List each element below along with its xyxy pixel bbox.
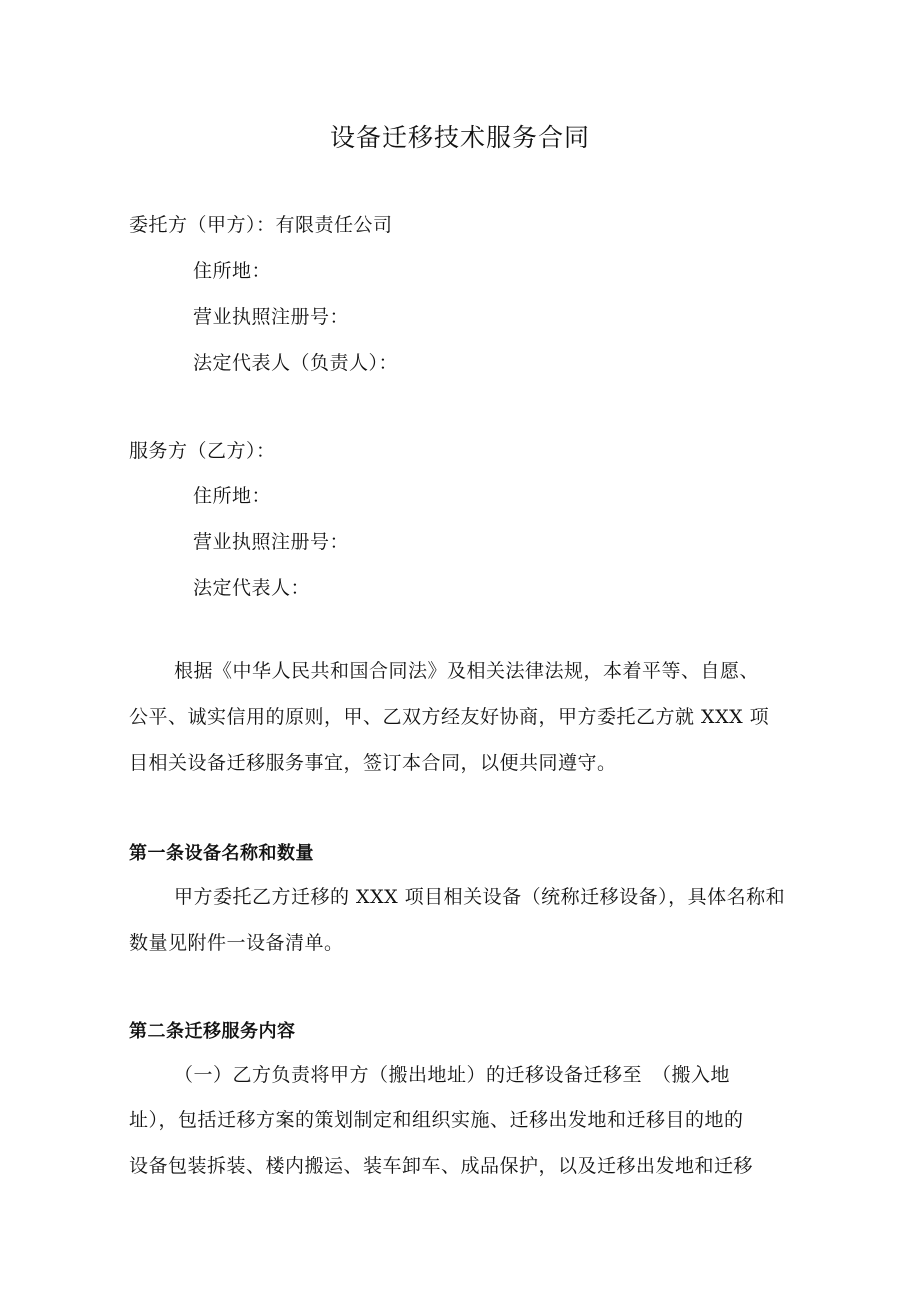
article2-line: 址），包括迁移方案的策划制定和组织实施、迁移出发地和迁移目的地的 <box>129 1109 744 1131</box>
party-b-address: 住所地： <box>193 485 272 507</box>
article2-heading: 第二条迁移服务内容 <box>129 1021 296 1042</box>
article2-line: 设备包装拆装、楼内搬运、装车卸车、成品保护，以及迁移出发地和迁移 <box>129 1155 754 1177</box>
preamble-line: 公平、诚实信用的原则，甲、乙双方经友好协商，甲方委托乙方就 XXX 项 <box>129 706 770 728</box>
preamble-line: 根据《中华人民共和国合同法》及相关法律法规，本着平等、自愿、 <box>174 660 760 682</box>
party-a-heading: 委托方（甲方）：有限责任公司 <box>129 214 393 236</box>
article1-line: 数量见附件一设备清单。 <box>129 932 344 954</box>
party-a-representative: 法定代表人（负责人）： <box>193 352 399 374</box>
contract-title: 设备迁移技术服务合同 <box>329 123 590 152</box>
party-b-license: 营业执照注册号： <box>193 531 350 553</box>
preamble-line: 目相关设备迁移服务事宜，签订本合同，以便共同遵守。 <box>129 752 617 774</box>
article1-heading: 第一条设备名称和数量 <box>129 843 314 864</box>
article2-line: （一）乙方负责将甲方（搬出地址）的迁移设备迁移至 （搬入地 <box>174 1064 731 1086</box>
party-a-address: 住所地： <box>193 260 272 282</box>
article1-line: 甲方委托乙方迁移的 XXX 项目相关设备（统称迁移设备），具体名称和 <box>174 886 786 908</box>
party-a-license: 营业执照注册号： <box>193 306 350 328</box>
party-b-representative: 法定代表人： <box>193 577 311 599</box>
party-b-heading: 服务方（乙方）： <box>129 440 276 462</box>
